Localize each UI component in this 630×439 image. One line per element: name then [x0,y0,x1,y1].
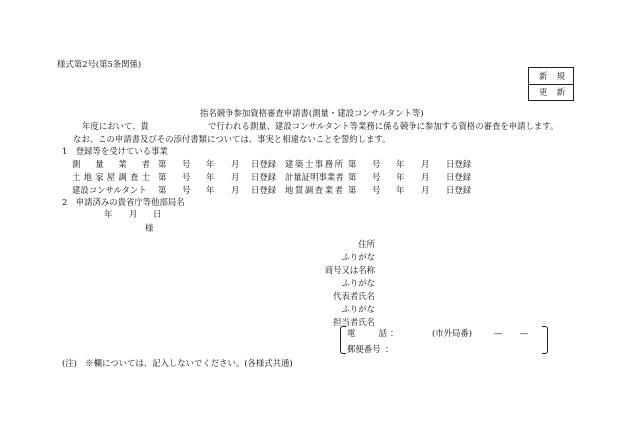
applicant-field-label: 代表者氏名 [333,291,375,301]
sama-label: 様 [145,223,154,233]
postal-colon: ： [385,344,394,354]
reg-right-nichi: 日登録 [446,159,472,169]
status-renew-char-2: 新 [556,87,565,98]
registration-name-right: 建 築 士 事 務 所 [285,159,343,169]
applicant-field-label: ふりがな [341,278,375,288]
reg-right-tsuki: 月 [421,185,430,195]
phone-dash-1: — [494,328,503,338]
status-new-char-1: 新 [539,70,548,81]
phone-colon: ： [390,328,399,338]
reg-right-go: 号 [372,172,381,182]
status-new [529,68,573,84]
phone-dash-2: — [520,328,529,338]
reg-right-nen: 年 [396,159,405,169]
intro-year: 年度において、貴 [82,121,149,131]
reg-left-go: 号 [182,172,191,182]
contact-bracket-left [340,326,346,354]
reg-right-nichi: 日登録 [446,185,472,195]
reg-right-nen: 年 [396,185,405,195]
contact-bracket-right [542,326,548,354]
form-title: 指名競争参加資格審査申請書(測量・建設コンサルタント等) [200,108,424,118]
applicant-field-label: 商号又は名称 [324,265,375,275]
registration-name-right: 計 量 証 明 事 業 者 [285,172,344,182]
applicant-field-label: 担当者氏名 [333,317,375,327]
date-year: 年 [104,209,113,219]
reg-left-dai: 第 [158,172,167,182]
reg-left-nichi: 日登録 [251,185,277,195]
intro-pledge: なお、この申請書及びその添付書類については、事実と相違ないことを誓約します。 [73,134,391,144]
registration-name-left: 測 量 業 者 [72,159,150,169]
reg-left-tsuki: 月 [231,172,240,182]
status-renew-char-1: 更 [539,87,548,98]
registration-name-right: 地 質 調 査 業 者 [285,185,343,195]
reg-left-tsuki: 月 [231,159,240,169]
reg-left-nichi: 日登録 [251,172,277,182]
reg-right-dai: 第 [348,172,357,182]
registration-name-left: 建設コンサルタント [72,185,147,195]
reg-right-nen: 年 [396,172,405,182]
applicant-field-label: 住所 [358,239,375,249]
phone-label: 電 話 [347,328,387,338]
area-code-label: (市外局番) [432,328,473,338]
reg-right-tsuki: 月 [421,159,430,169]
reg-left-nen: 年 [206,185,215,195]
applicant-field-label: ふりがな [341,304,375,314]
reg-right-go: 号 [372,159,381,169]
applicant-field-label: ふりがな [341,252,375,262]
status-renew [529,84,573,100]
reg-left-nichi: 日登録 [251,159,277,169]
postal-label: 郵便番号 [347,344,381,354]
reg-left-dai: 第 [158,185,167,195]
date-month: 月 [129,209,138,219]
section1-title: 1 登録等を受けている事業 [62,146,168,156]
reg-left-tsuki: 月 [231,185,240,195]
reg-left-dai: 第 [158,159,167,169]
reg-right-go: 号 [372,185,381,195]
date-day: 日 [153,209,162,219]
form-number: 様式第2号(第5条関係) [57,59,142,69]
reg-left-go: 号 [182,159,191,169]
reg-left-go: 号 [182,185,191,195]
footnote: (注) ※欄については、記入しないでください。(各様式共通) [62,358,293,368]
status-new-char-2: 規 [556,70,565,81]
reg-left-nen: 年 [206,159,215,169]
reg-left-nen: 年 [206,172,215,182]
reg-right-nichi: 日登録 [446,172,472,182]
status-box [528,67,574,101]
intro-body: で行われる測量、建設コンサルタント等業務に係る競争に参加する資格の審査を申請します。 [208,121,559,131]
reg-right-dai: 第 [348,159,357,169]
section2-title: 2 申請済みの貴省庁等他部局名 [62,197,185,207]
reg-right-tsuki: 月 [421,172,430,182]
registration-name-left: 土 地 家 屋 調 査 士 [72,172,150,182]
reg-right-dai: 第 [348,185,357,195]
